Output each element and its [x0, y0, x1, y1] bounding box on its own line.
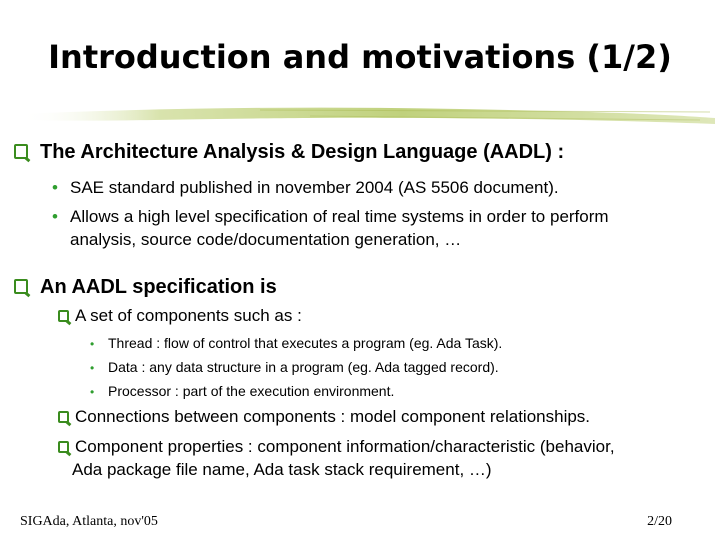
sub-bullet-components-text: A set of components such as :: [75, 306, 302, 325]
sub-bullet-allows: [52, 206, 609, 228]
square-bullet-icon: [14, 279, 28, 294]
square-bullet-icon: [58, 411, 69, 423]
component-thread-text: Thread : flow of control that executes a program (eg. Ada Task).: [108, 335, 503, 351]
sub-bullet-sae-text: SAE standard published in november 2004 (AS 5506 document).: [70, 178, 559, 197]
bullet-spec: [14, 276, 277, 299]
footer-page-number: 2/20: [647, 514, 672, 529]
component-data-text: Data : any data structure in a program (eg. Ada tagged record).: [108, 359, 499, 375]
slide-title: Introduction and motivations (1/2): [48, 38, 672, 76]
bullet-aadl: [14, 141, 564, 164]
sub-bullet-properties-text: Component properties : component information/characteristic (behavior,: [75, 437, 615, 456]
sub-bullet-connections-text: Connections between components : model component relationships.: [75, 407, 591, 426]
sub-bullet-components: [58, 305, 302, 327]
sub-bullet-allows-text: Allows a high level specification of real time systems in order to perform: [70, 207, 609, 226]
square-bullet-icon: [58, 310, 69, 322]
component-processor-text: Processor : part of the execution environment.: [108, 383, 395, 399]
footer-venue: SIGAda, Atlanta, nov'05: [20, 514, 158, 529]
dot-bullet-icon: •: [90, 361, 95, 375]
sub-bullet-properties-cont: Ada package file name, Ada task stack requirement, …): [72, 460, 492, 479]
title-underline-brush: [10, 100, 720, 130]
component-thread: [90, 335, 502, 351]
dot-bullet-icon: •: [52, 207, 58, 226]
dot-bullet-icon: •: [90, 385, 95, 399]
component-processor: [90, 383, 394, 399]
sub-bullet-sae: [52, 177, 559, 199]
dot-bullet-icon: •: [52, 178, 58, 197]
sub-bullet-allows-cont: analysis, source code/documentation generation, …: [70, 230, 462, 249]
square-bullet-icon: [14, 144, 28, 159]
component-data: [90, 359, 499, 375]
bullet-spec-text: An AADL specification is: [40, 276, 277, 298]
sub-bullet-connections: [58, 406, 590, 428]
dot-bullet-icon: •: [90, 337, 95, 351]
square-bullet-icon: [58, 441, 69, 453]
sub-bullet-properties: [58, 436, 615, 458]
bullet-aadl-text: The Architecture Analysis & Design Language (AADL) :: [40, 141, 565, 163]
